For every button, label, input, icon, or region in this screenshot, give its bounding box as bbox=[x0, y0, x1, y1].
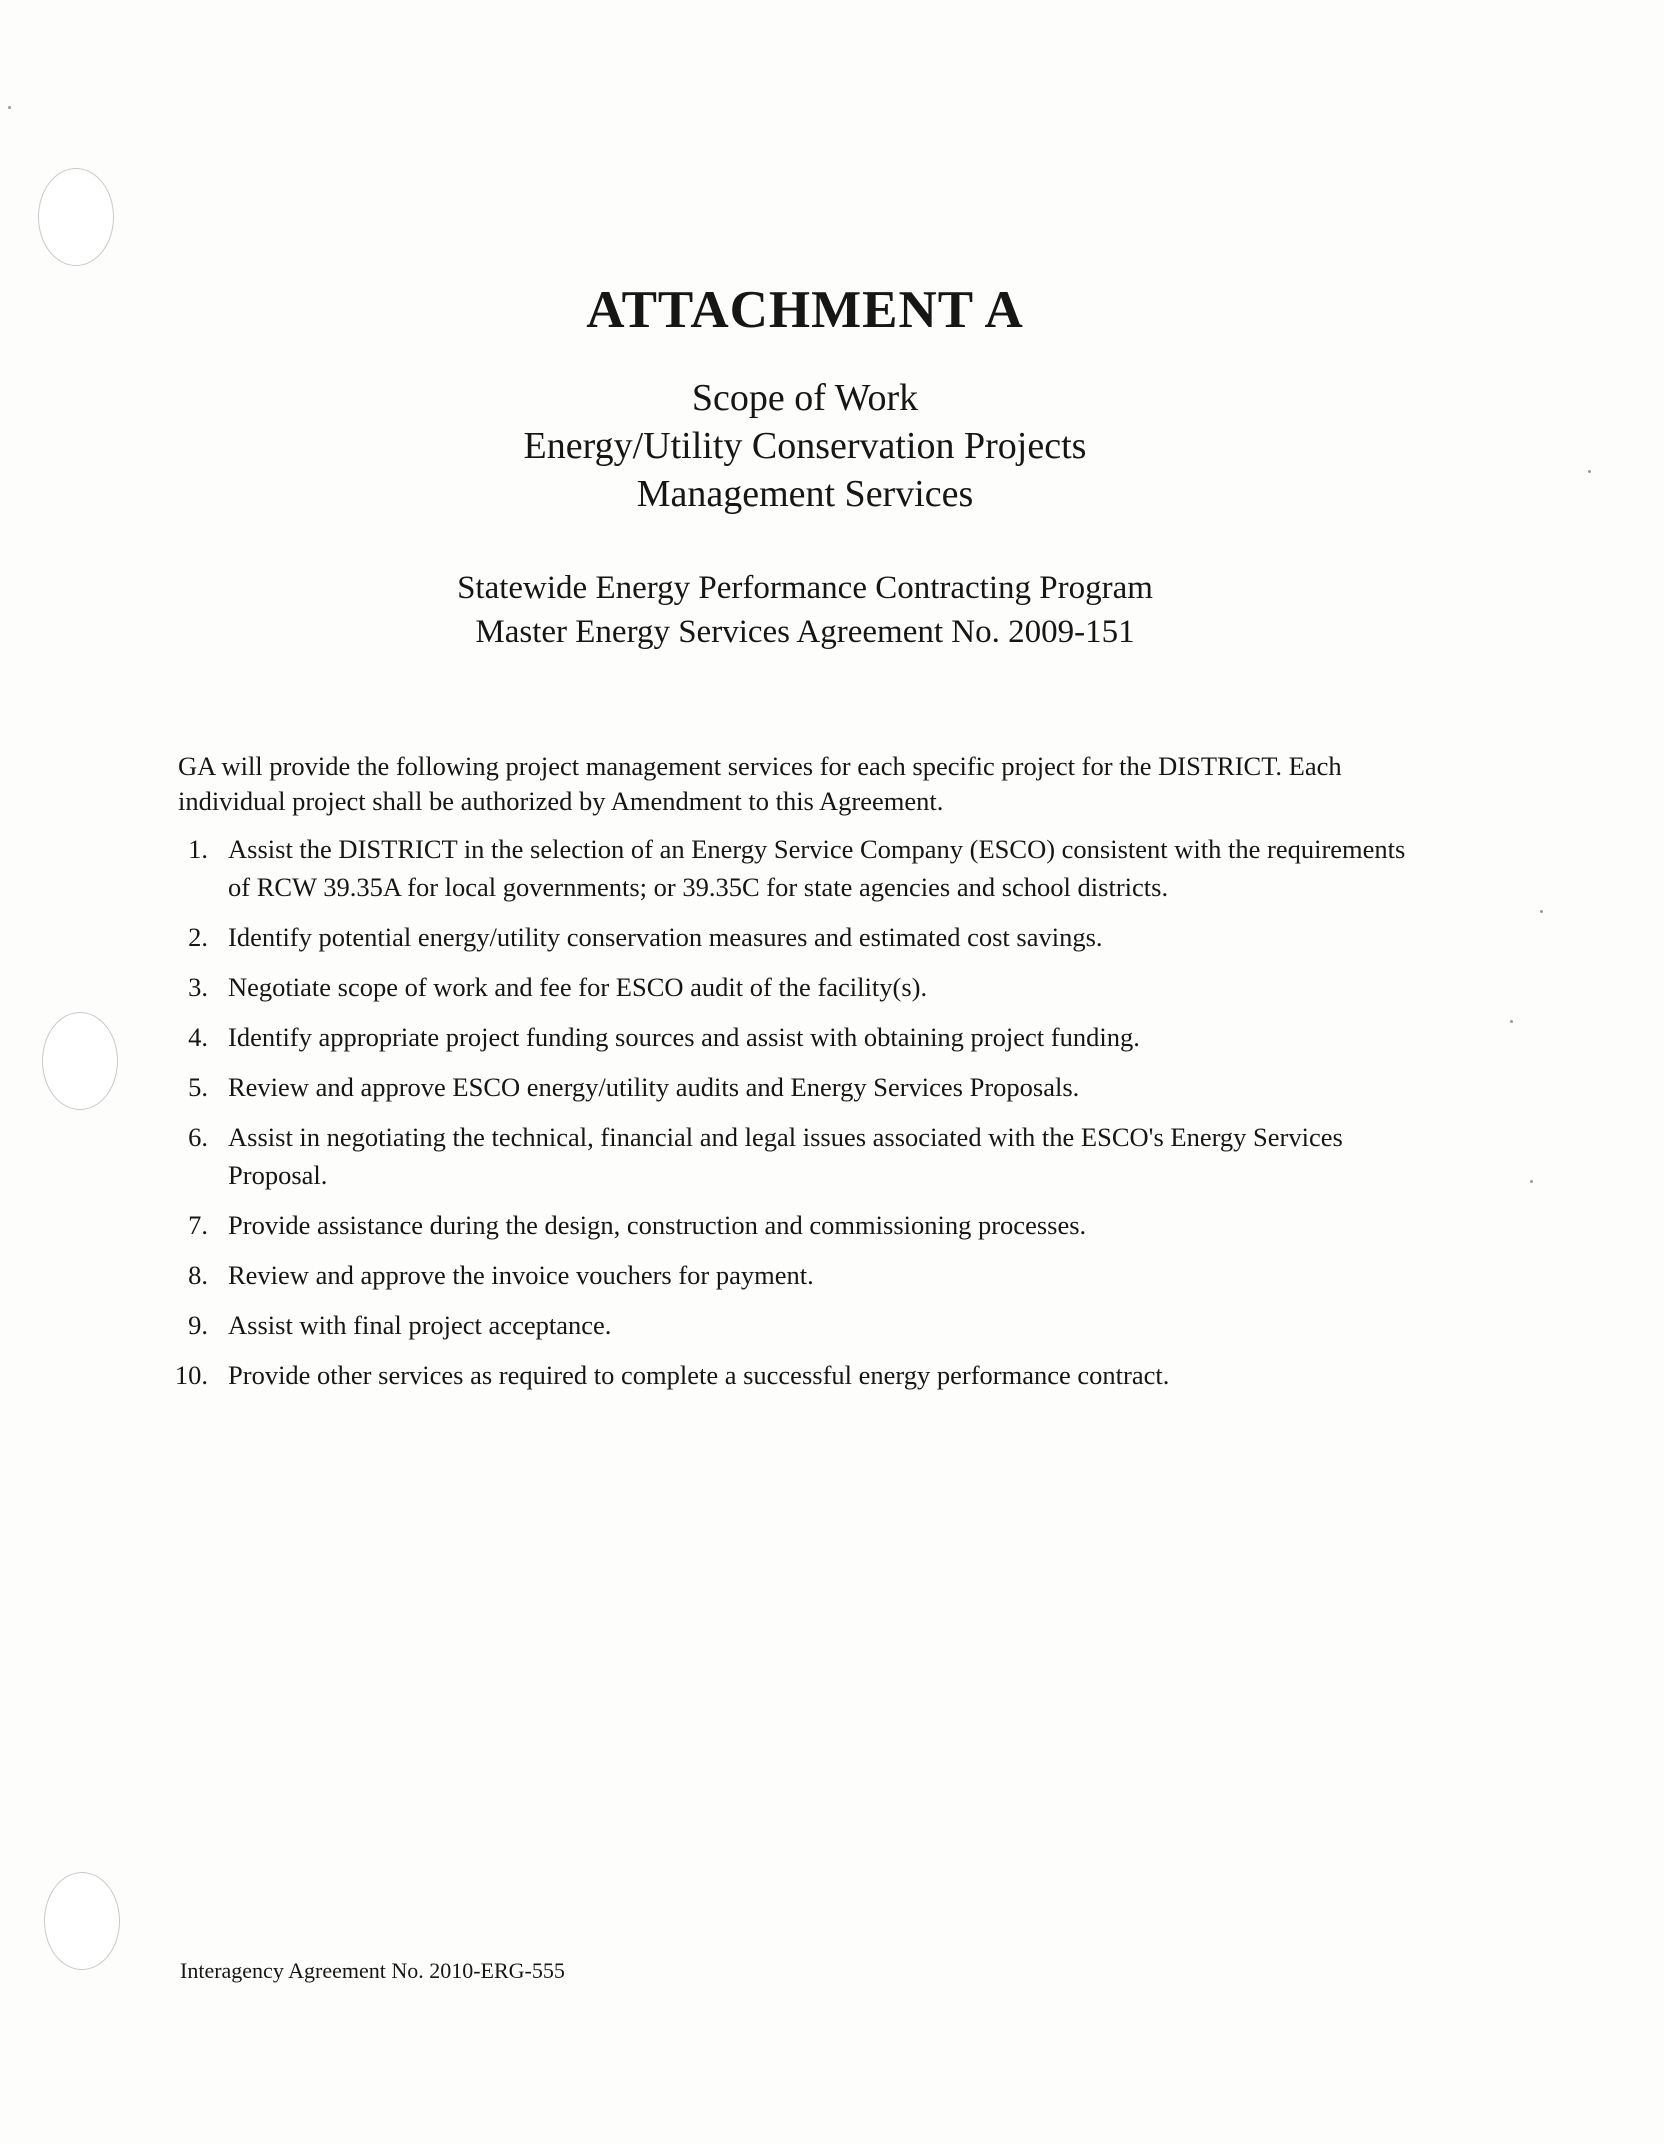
item-text: Provide other services as required to complete a successful energy performance contract. bbox=[228, 1360, 1170, 1390]
page-title: ATTACHMENT A bbox=[586, 280, 1024, 339]
item-number: 8. bbox=[188, 1260, 208, 1290]
subtitle-block bbox=[0, 374, 1610, 518]
item-text: Review and approve ESCO energy/utility audits and Energy Services Proposals. bbox=[228, 1072, 1080, 1102]
item-text: Assist in negotiating the technical, financial and legal issues associated with the ESCO's Energy Services Proposal. bbox=[228, 1122, 1343, 1190]
list-item bbox=[160, 1306, 1420, 1344]
item-number: 10. bbox=[174, 1360, 208, 1390]
footer-agreement-number: Interagency Agreement No. 2010-ERG-555 bbox=[180, 1958, 565, 1983]
punch-hole-middle bbox=[42, 1012, 118, 1110]
list-item bbox=[160, 918, 1420, 956]
list-item bbox=[160, 1118, 1420, 1194]
item-number: 5. bbox=[188, 1072, 208, 1102]
scan-speck bbox=[1510, 1020, 1513, 1023]
item-text: Identify potential energy/utility conservation measures and estimated cost savings. bbox=[228, 922, 1103, 952]
subtitle-line: Management Services bbox=[636, 473, 974, 515]
item-number: 9. bbox=[188, 1310, 208, 1340]
scan-speck bbox=[1530, 1180, 1533, 1183]
list-item bbox=[160, 1206, 1420, 1244]
item-number: 4. bbox=[188, 1022, 208, 1052]
item-text: Assist the DISTRICT in the selection of an Energy Service Company (ESCO) consistent with the requirements of RCW 39.35A for local governments; or 39.35C for state agencies and school districts. bbox=[228, 834, 1406, 902]
item-text: Provide assistance during the design, construction and commissioning processes. bbox=[228, 1210, 1087, 1240]
item-number: 6. bbox=[188, 1122, 208, 1152]
list-item bbox=[160, 1356, 1420, 1394]
scan-speck bbox=[1540, 910, 1543, 913]
item-number: 7. bbox=[188, 1210, 208, 1240]
scan-speck bbox=[8, 106, 11, 109]
item-number: 2. bbox=[188, 922, 208, 952]
item-number: 1. bbox=[188, 834, 208, 864]
item-text: Negotiate scope of work and fee for ESCO audit of the facility(s). bbox=[228, 972, 928, 1002]
subtitle-line: Scope of Work bbox=[691, 377, 919, 419]
list-item bbox=[160, 1018, 1420, 1056]
program-line: Statewide Energy Performance Contracting Program bbox=[457, 570, 1153, 606]
item-text: Identify appropriate project funding sources and assist with obtaining project funding. bbox=[228, 1022, 1140, 1052]
list-item bbox=[160, 830, 1420, 906]
list-item bbox=[160, 1068, 1420, 1106]
punch-hole-bottom bbox=[44, 1872, 120, 1970]
subtitle-line: Energy/Utility Conservation Projects bbox=[523, 425, 1087, 467]
punch-hole-top bbox=[38, 168, 114, 266]
program-block bbox=[0, 566, 1610, 654]
item-text: Assist with final project acceptance. bbox=[228, 1310, 612, 1340]
task-list bbox=[160, 830, 1420, 1406]
intro-paragraph: GA will provide the following project management services for each specific project for the DISTRICT. Each individual project shall be authorized by Amendment to this Agreement. bbox=[178, 750, 1342, 816]
list-item bbox=[160, 1256, 1420, 1294]
program-line: Master Energy Services Agreement No. 2009-151 bbox=[475, 614, 1135, 650]
item-text: Review and approve the invoice vouchers for payment. bbox=[228, 1260, 814, 1290]
list-item bbox=[160, 968, 1420, 1006]
item-number: 3. bbox=[188, 972, 208, 1002]
